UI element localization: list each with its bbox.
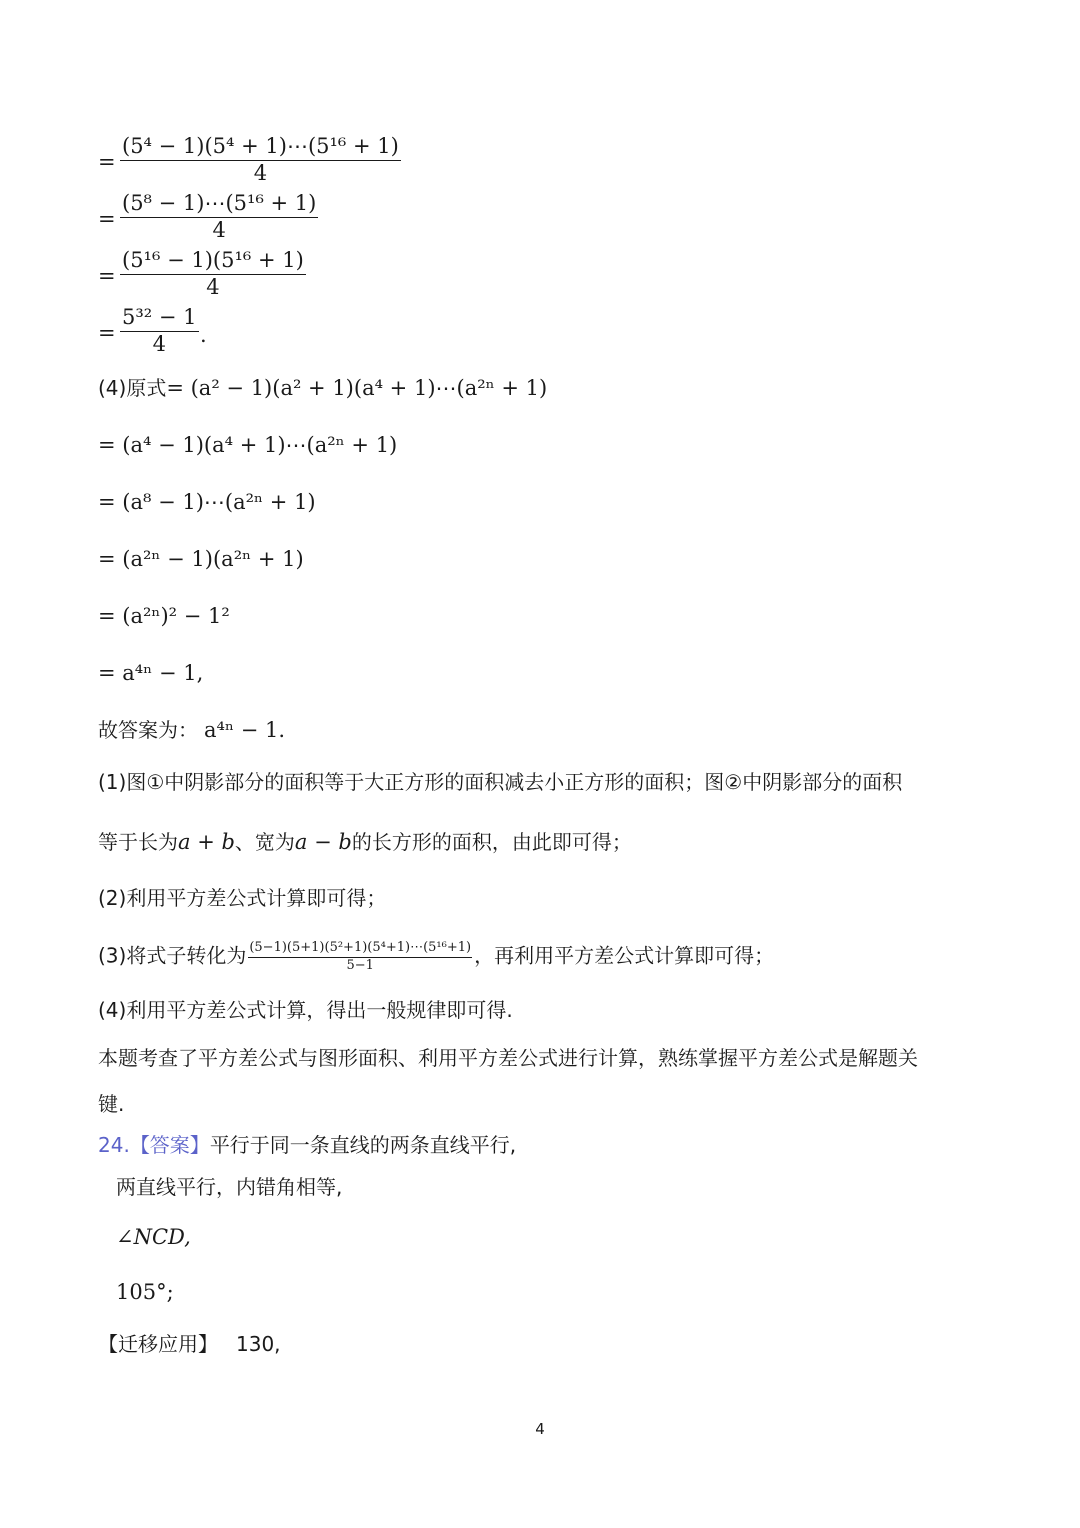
text: ，再利用平方差公式计算即可得； xyxy=(474,943,775,968)
fraction xyxy=(120,133,401,185)
denominator: 4 xyxy=(206,275,220,299)
answer-prefix: 故答案为： xyxy=(98,718,198,742)
analysis-line-2 xyxy=(98,828,632,856)
inline-numerator: (5−1)(5+1)(5²+1)(5⁴+1)⋯(5¹⁶+1) xyxy=(248,940,472,958)
numerator: (5⁸ − 1)⋯(5¹⁶ + 1) xyxy=(120,190,318,218)
transfer-application-value: 130, xyxy=(236,1332,281,1356)
denominator: 4 xyxy=(152,332,166,356)
part4-first-line xyxy=(98,374,547,402)
text: (3)将式子转化为 xyxy=(98,943,247,968)
analysis-line-5: (4)利用平方差公式计算，得出一般规律即可得. xyxy=(98,998,513,1022)
fraction xyxy=(120,190,318,242)
denominator: 4 xyxy=(253,161,268,185)
part4-line-3: = (a²ⁿ − 1)(a²ⁿ + 1) xyxy=(98,547,304,571)
numerator: (5⁴ − 1)(5⁴ + 1)⋯(5¹⁶ + 1) xyxy=(120,133,401,161)
q24-line-5 xyxy=(98,1330,281,1358)
analysis-line-1: (1)图①中阴影部分的面积等于大正方形的面积减去小正方形的面积；图②中阴影部分的面积 xyxy=(98,770,903,794)
numerator: 5³² − 1 xyxy=(120,304,199,332)
part4-line-4: = (a²ⁿ)² − 1² xyxy=(98,604,230,628)
text: 等于长为 xyxy=(98,830,178,854)
equals-sign: = xyxy=(98,321,116,345)
q24-line-3: ∠NCD, xyxy=(116,1225,191,1249)
fraction xyxy=(120,304,199,356)
period: . xyxy=(200,323,207,347)
fraction xyxy=(120,247,306,299)
text: 、宽为 xyxy=(234,830,295,854)
equals-sign: = xyxy=(98,207,116,231)
answer-value: a⁴ⁿ − 1. xyxy=(204,718,286,742)
q24-line-2: 两直线平行，内错角相等, xyxy=(116,1175,343,1199)
equals-sign: = xyxy=(98,150,116,174)
transfer-application-tag: 【迁移应用】 xyxy=(98,1332,218,1356)
q24-number: 24. xyxy=(98,1133,130,1157)
part4-line-2: = (a⁸ − 1)⋯(a²ⁿ + 1) xyxy=(98,490,316,514)
comment-line-2: 键. xyxy=(98,1092,125,1116)
part4-line-0: = (a² − 1)(a² + 1)(a⁴ + 1)⋯(a²ⁿ + 1) xyxy=(166,376,548,400)
q24-line-4: 105°; xyxy=(116,1280,174,1304)
inline-denominator: 5−1 xyxy=(346,958,374,973)
inline-fraction xyxy=(248,940,472,974)
part4-line-5: = a⁴ⁿ − 1, xyxy=(98,661,204,685)
denominator: 4 xyxy=(212,218,226,242)
analysis-line-4 xyxy=(98,940,774,974)
math-a-minus-b: a − b xyxy=(294,830,352,854)
comment-line-1: 本题考查了平方差公式与图形面积、利用平方差公式进行计算，熟练掌握平方差公式是解题关 xyxy=(98,1046,918,1070)
answer-line xyxy=(98,716,285,744)
page-number: 4 xyxy=(535,1420,545,1438)
q24-line-1: 平行于同一条直线的两条直线平行, xyxy=(209,1133,517,1157)
q24-header xyxy=(98,1131,516,1159)
equals-sign: = xyxy=(98,264,116,288)
analysis-line-3: (2)利用平方差公式计算即可得； xyxy=(98,886,387,910)
math-a-plus-b: a + b xyxy=(178,830,235,854)
q24-answer-tag: 【答案】 xyxy=(129,1133,210,1157)
part4-label: (4)原式 xyxy=(98,376,167,400)
numerator: (5¹⁶ − 1)(5¹⁶ + 1) xyxy=(120,247,306,275)
text: 的长方形的面积，由此即可得； xyxy=(351,830,632,854)
part4-line-1: = (a⁴ − 1)(a⁴ + 1)⋯(a²ⁿ + 1) xyxy=(98,433,398,457)
